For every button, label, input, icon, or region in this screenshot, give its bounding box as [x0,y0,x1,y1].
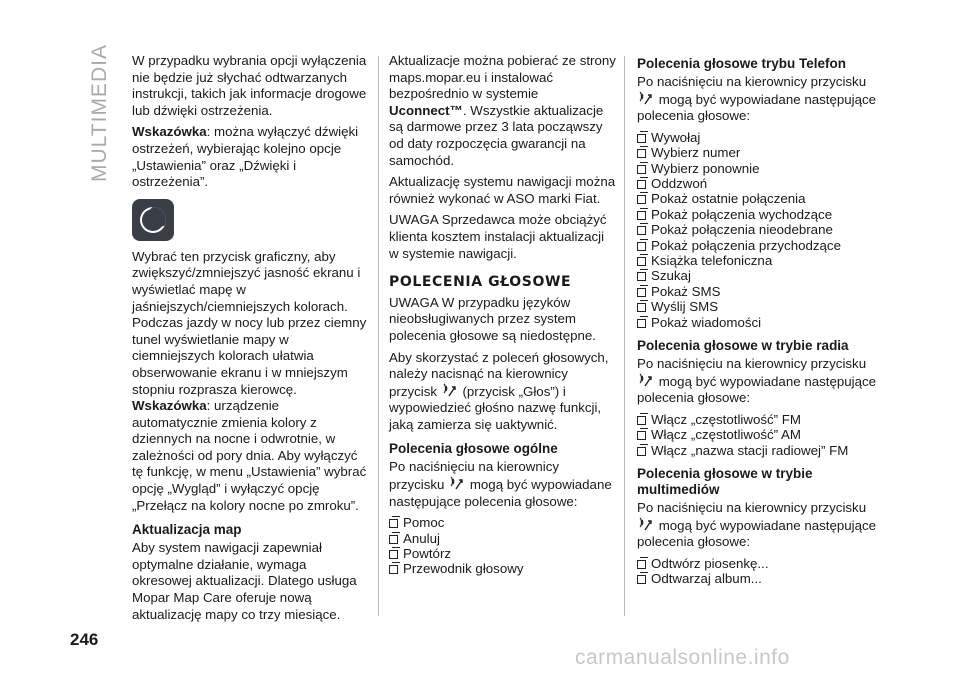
list-item: Pomoc [389,515,617,530]
paragraph: Aktualizacje można pobierać ze strony maps.mopar.eu i instalować bezpośrednio w systemie Uconnect™. Wszystkie aktualizacje są darmowe przez 3 lata począwszy od daty rozpoczęcia gwarancji na samochód. [389,53,616,168]
list-item: Wyślij SMS [637,299,877,314]
column-divider [378,56,379,616]
paragraph: UWAGA W przypadku języków nieobsługiwanych przez system polecenia głosowe są niedostępne. [389,294,596,343]
heading-map-update: Aktualizacja map [132,522,242,538]
list-item: Szukaj [637,268,877,283]
general-commands-list [389,515,617,577]
heading-general-commands: Polecenia głosowe ogólne [389,441,558,457]
paragraph: Aktualizację systemu nawigacji można również wykonać w ASO marki Fiat. [389,174,616,206]
list-item: Wywołaj [637,130,877,145]
list-item: Książka telefoniczna [637,253,877,268]
paragraph: W przypadku wybrania opcji wyłączenia nie będzie już słychać odtwarzanych instrukcji, takich jak informacje drogowe lub dźwięki ostrzeżenia. [132,53,367,118]
list-item: Pokaż ostatnie połączenia [637,191,877,206]
phone-commands-list [637,130,877,330]
paragraph: Wybrać ten przycisk graficzny, aby zwiększyć/zmniejszyć jasność ekranu i wyświetlać mapę w jaśniejszych/ciemniejszych kolorach. Podczas jazdy w nocy lub przez ciemny tunel wyświetlanie mapy w ciemniejszych kolorach ułatwia obserwowanie ekranu i w mniejszym stopniu rozprasza kierowcę. Wskazówka: urządzenie automatycznie zmienia kolory z dziennych na nocne i odwrotnie, w zależności od pory dnia. Aby wyłączyć tę funkcję, w menu „Ustawienia” wybrać opcję „Wygląd” i wyłączyć opcję „Przełącz na kolory nocne po zmroku”. [132,248,367,513]
list-item: Włącz „nazwa stacji radiowej” FM [637,443,877,458]
list-item: Pokaż połączenia nieodebrane [637,222,877,237]
list-item: Pokaż połączenia przychodzące [637,238,877,253]
list-item: Przewodnik głosowy [389,561,617,576]
list-item: Oddzwoń [637,176,877,191]
paragraph: Aby skorzystać z poleceń głosowych, należy nacisnąć na kierownicy przycisk (przycisk „Głos”) i wypowiedzieć głośno nazwę funkcji, jaką zamierza się uaktywnić. [389,349,609,432]
paragraph: Po naciśnięciu na kierownicy przycisku mogą być wypowiadane następujące polecenia głosowe: [637,356,877,406]
list-item: Odtwórz piosenkę... [637,556,877,571]
list-item: Anuluj [389,531,617,546]
heading-phone-commands: Polecenia głosowe trybu Telefon [637,56,847,71]
voice-button-icon [639,91,653,107]
paragraph: Aby system nawigacji zapewniał optymalne działanie, wymaga okresowej aktualizacji. Dlatego usługa Mopar Map Care oferuje nową aktualizację mapy co trzy miesiące. [132,540,357,622]
voice-button-icon [450,476,464,492]
list-item: Wybierz numer [637,145,877,160]
heading-media-commands: Polecenia głosowe w trybie multimediów [637,466,813,498]
voice-button-icon [639,373,653,389]
night-mode-icon [132,199,174,241]
heading-radio-commands: Polecenia głosowe w trybie radia [637,338,849,354]
list-item: Pokaż połączenia wychodzące [637,207,877,222]
list-item: Powtórz [389,546,617,561]
column-divider [624,56,625,616]
paragraph: Po naciśnięciu na kierownicy przycisku mogą być wypowiadane następujące polecenia głosowe: [637,500,877,550]
paragraph: UWAGA Sprzedawca może obciążyć klienta kosztem instalacji aktualizacji w systemie nawigacji. [389,212,607,261]
watermark: carmanualsonline.info [575,646,790,669]
list-item: Odtwarzaj album... [637,571,877,586]
paragraph: Po naciśnięciu na kierownicy przycisku mogą być wypowiadane następujące polecenia głosowe: [389,459,612,509]
paragraph: Wskazówka: można wyłączyć dźwięki ostrzeżeń, wybierając kolejno opcje „Ustawienia” oraz „Dźwięki i ostrzeżenia”. [132,124,359,190]
list-item: Włącz „częstotliwość” FM [637,412,877,427]
voice-button-icon [639,517,653,533]
page-number: 246 [70,630,99,649]
heading-voice-commands: POLECENIA GŁOSOWE [389,274,572,291]
column-2 [389,53,617,581]
radio-commands-list [637,412,877,458]
list-item: Pokaż wiadomości [637,315,877,330]
section-tab: MULTIMEDIA [88,44,111,182]
paragraph: Po naciśnięciu na kierownicy przycisku mogą być wypowiadane następujące polecenia głosowe: [637,74,877,124]
list-item: Wybierz ponownie [637,161,877,176]
column-3 [637,53,877,591]
list-item: Pokaż SMS [637,284,877,299]
media-commands-list [637,556,877,587]
list-item: Włącz „częstotliwość” AM [637,427,877,442]
voice-button-icon [443,383,457,399]
column-1 [132,53,368,628]
